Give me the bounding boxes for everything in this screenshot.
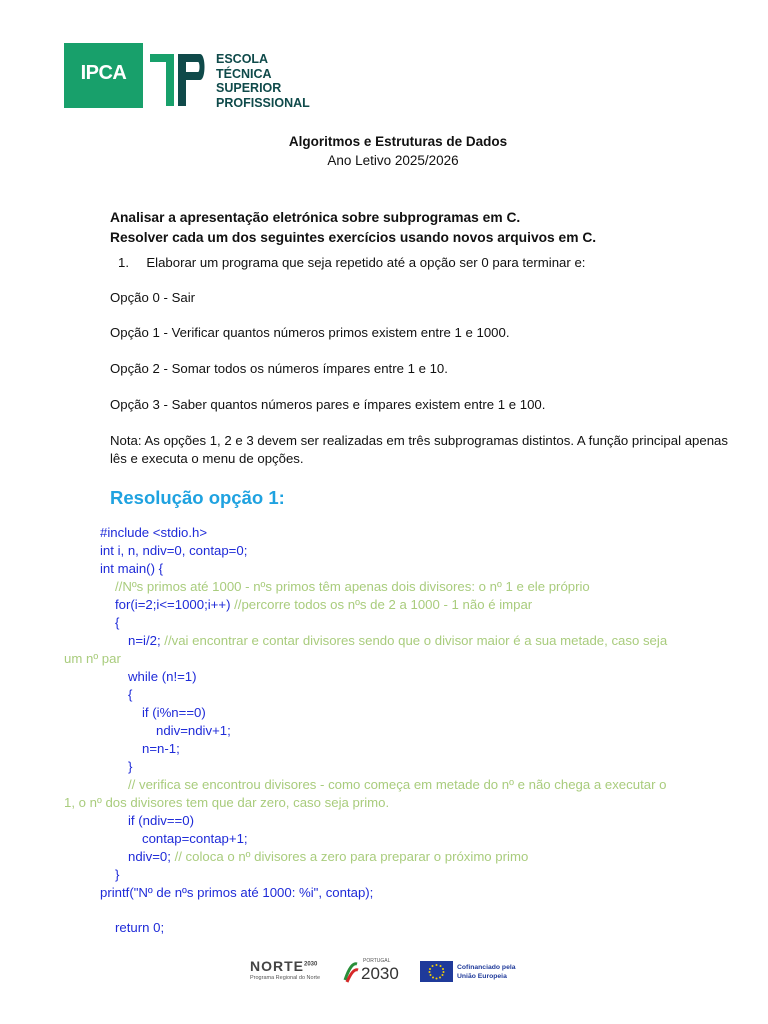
- norte-superscript: 2030: [304, 961, 318, 968]
- code-line: ndiv=ndiv+1;: [156, 723, 231, 738]
- code-comment: um nº par: [64, 651, 121, 666]
- code-line: int i, n, ndiv=0, contap=0;: [100, 543, 248, 558]
- numbered-item: [118, 255, 585, 270]
- school-name: [216, 52, 310, 110]
- code-line: if (ndiv==0): [128, 813, 194, 828]
- code-line: while (n!=1): [128, 669, 197, 684]
- option-0: Opção 0 - Sair: [110, 290, 196, 305]
- code-line: {: [115, 615, 120, 630]
- code-line: if (i%n==0): [142, 705, 206, 720]
- code-comment: // coloca o nº divisores a zero para preparar o próximo primo: [174, 849, 529, 864]
- document-title: Algoritmos e Estruturas de Dados: [288, 134, 508, 149]
- eu-cofinanced-text: [457, 963, 516, 981]
- school-line-1: ESCOLA: [216, 52, 269, 66]
- code-line: [128, 633, 667, 648]
- code-line: printf("Nº de nºs primos até 1000: %i", contap);: [100, 885, 374, 900]
- code-line: #include <stdio.h>: [100, 525, 208, 540]
- code-comment: // verifica se encontrou divisores - como começa em metade do nº e não chega a executar o: [128, 777, 667, 792]
- norte-text: NORTE: [250, 958, 304, 974]
- portugal-2030-logo: [343, 958, 403, 984]
- code-line: }: [115, 867, 120, 882]
- code-line: n=n-1;: [142, 741, 180, 756]
- instruction-line-2: Resolver cada um dos seguintes exercícios usando novos arquivos em C.: [110, 230, 597, 245]
- item-number: 1.: [118, 255, 129, 270]
- eu-stars-icon: [420, 961, 453, 982]
- code-statement: for(i=2;i<=1000;i++): [115, 597, 235, 612]
- school-line-4: PROFISSIONAL: [216, 95, 310, 110]
- norte-subtitle: Programa Regional do Norte: [250, 975, 321, 981]
- tesp-logo-mark: [148, 48, 208, 110]
- code-line: return 0;: [115, 920, 165, 935]
- code-line: [128, 849, 528, 864]
- school-line-2: TÉCNICA: [216, 66, 272, 81]
- portugal-small-text: PORTUGAL: [363, 958, 391, 964]
- ipca-logo-text: IPCA: [80, 62, 127, 84]
- note-paragraph: Nota: As opções 1, 2 e 3 devem ser realizadas em três subprogramas distintos. A função principal apenas lês e executa o menu de opções.: [110, 433, 728, 466]
- code-comment: //percorre todos os nºs de 2 a 1000 - 1 não é impar: [234, 597, 533, 612]
- portugal-2030-number: 2030: [361, 964, 399, 983]
- item-text: Elaborar um programa que seja repetido até a opção ser 0 para terminar e:: [146, 255, 586, 270]
- school-line-3: SUPERIOR: [216, 81, 282, 95]
- code-comment: 1, o nº dos divisores tem que dar zero, caso seja primo.: [64, 795, 390, 810]
- code-line: {: [128, 687, 133, 702]
- code-line: int main() {: [100, 561, 164, 576]
- option-1: Opção 1 - Verificar quantos números primos existem entre 1 e 1000.: [110, 325, 510, 340]
- code-statement: ndiv=0;: [128, 849, 175, 864]
- document-subtitle: Ano Letivo 2025/2026: [327, 153, 459, 168]
- option-3: Opção 3 - Saber quantos números pares e ímpares existem entre 1 e 100.: [110, 397, 546, 412]
- code-line: contap=contap+1;: [142, 831, 248, 846]
- instruction-line-1: Analisar a apresentação eletrónica sobre subprogramas em C.: [110, 210, 521, 225]
- eu-flag-icon: [420, 961, 453, 982]
- norte-2030-logo: [250, 958, 317, 974]
- portugal-flag-icon: [343, 960, 359, 984]
- eu-line-2: União Europeia: [457, 973, 507, 980]
- option-2: Opção 2 - Somar todos os números ímpares entre 1 e 10.: [110, 361, 448, 376]
- code-comment: //vai encontrar e contar divisores sendo que o divisor maior é a sua metade, caso seja: [164, 633, 668, 648]
- code-line: [115, 597, 532, 612]
- code-line: }: [128, 759, 133, 774]
- code-statement: n=i/2;: [128, 633, 165, 648]
- eu-line-1: Cofinanciado pela: [457, 964, 516, 971]
- section-heading: Resolução opção 1:: [110, 487, 285, 508]
- code-comment: //Nºs primos até 1000 - nºs primos têm apenas dois divisores: o nº 1 e ele próprio: [115, 579, 590, 594]
